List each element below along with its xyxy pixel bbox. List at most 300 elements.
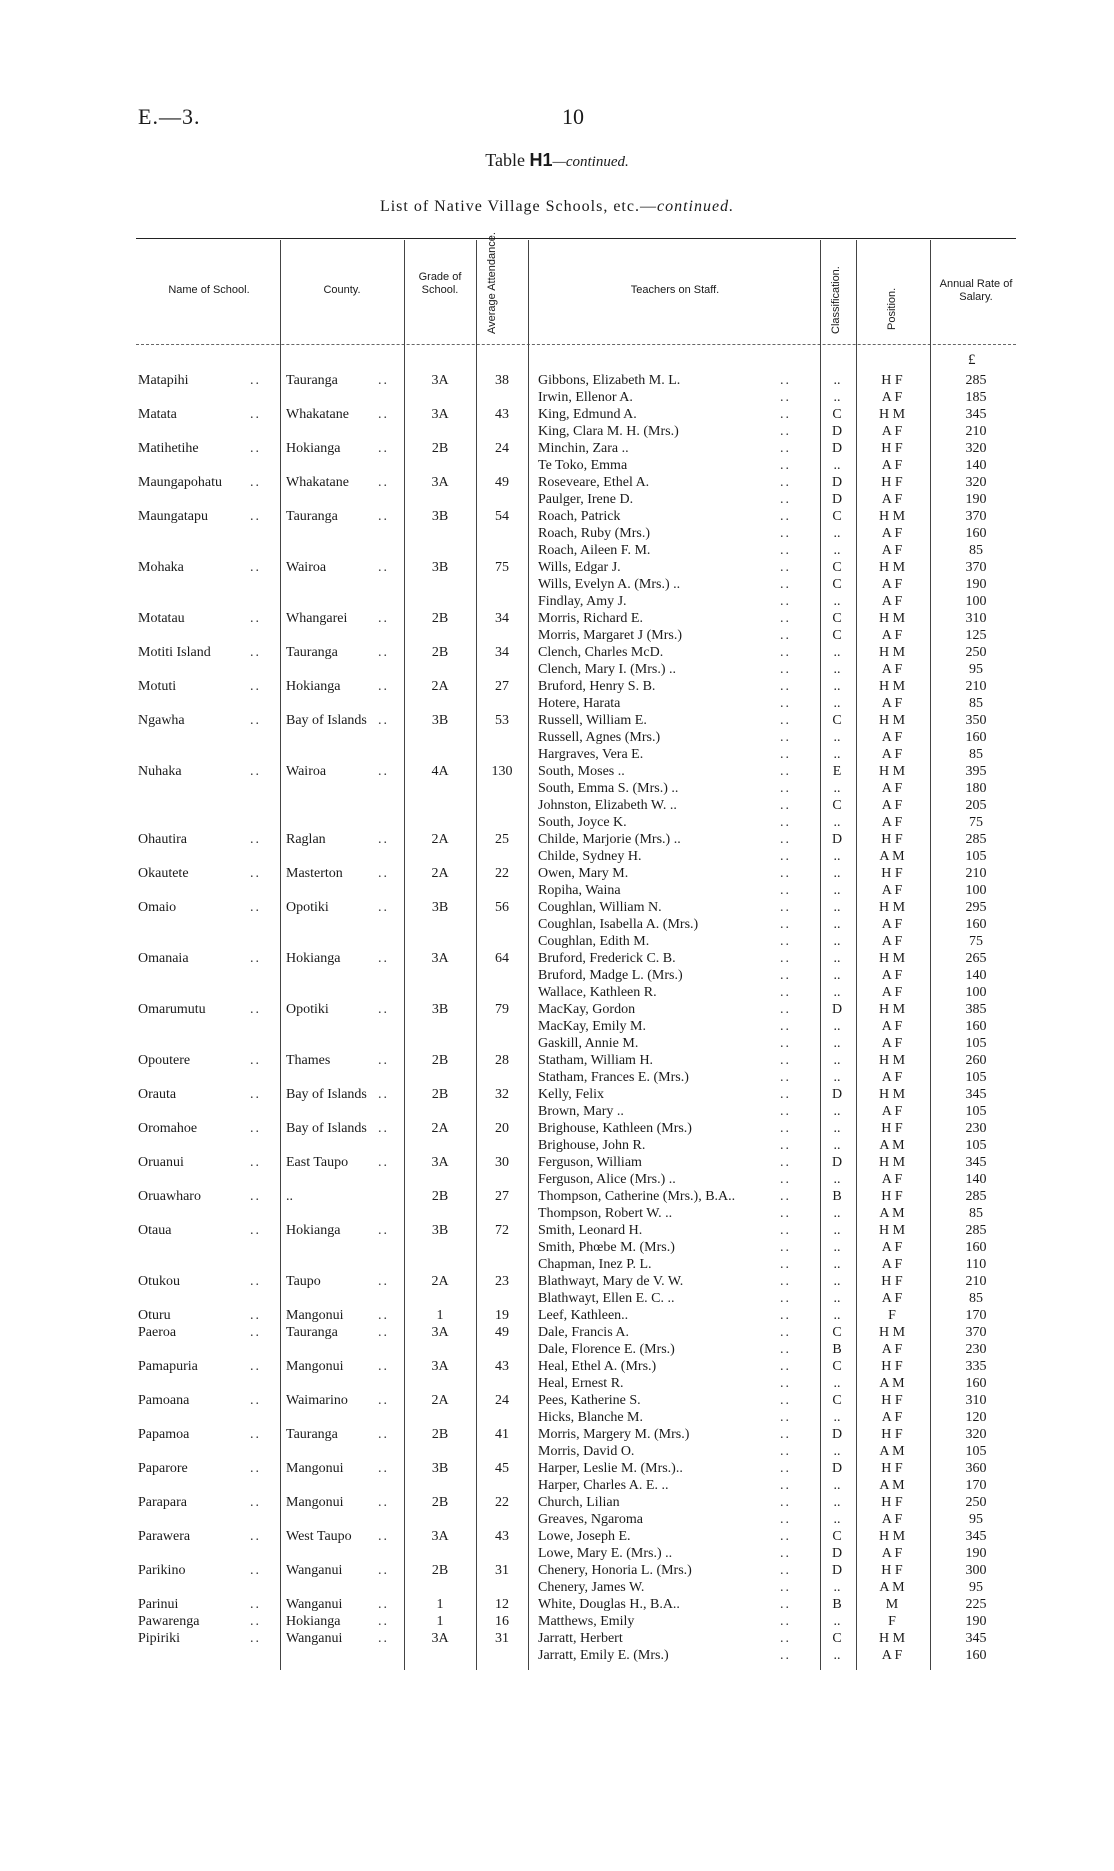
teacher-cell: Chapman, Inez P. L. [538, 1257, 652, 1272]
position-cell: A F [881, 730, 903, 745]
county-cell: Hokianga [286, 441, 341, 456]
teacher-cell: Findlay, Amy J. [538, 594, 627, 609]
leader-dots: .. [378, 1393, 389, 1408]
teacher-cell: Pees, Katherine S. [538, 1393, 641, 1408]
attendance-cell: 27 [495, 679, 509, 694]
position-cell: H M [878, 407, 906, 422]
leader-dots: .. [780, 917, 791, 932]
school-cell: Nuhaka [138, 764, 182, 779]
classification-cell: .. [833, 1223, 841, 1238]
classification-cell: .. [833, 1036, 841, 1051]
salary-cell: 180 [965, 781, 987, 796]
position-cell: H M [878, 1002, 906, 1017]
leader-dots: .. [780, 1240, 791, 1255]
salary-cell: 160 [965, 1240, 987, 1255]
salary-cell: 265 [965, 951, 987, 966]
col-head-school: Name of School. [168, 284, 250, 296]
teacher-cell: South, Joyce K. [538, 815, 627, 830]
leader-dots: .. [250, 441, 261, 456]
leader-dots: .. [780, 611, 791, 626]
grade-cell: 3A [431, 475, 449, 490]
table-title-suffix: —continued. [552, 154, 629, 170]
leader-dots: .. [378, 1359, 389, 1374]
table-row [0, 848, 1114, 865]
classification-cell: C [832, 509, 842, 524]
leader-dots: .. [780, 475, 791, 490]
classification-cell: .. [833, 1104, 841, 1119]
salary-cell: 345 [965, 1155, 987, 1170]
position-cell: A F [881, 1257, 903, 1272]
table-row [0, 967, 1114, 984]
school-cell: Paparore [138, 1461, 188, 1476]
school-cell: Maungatapu [138, 509, 208, 524]
position-cell: H M [878, 764, 906, 779]
teacher-cell: Wills, Edgar J. [538, 560, 621, 575]
classification-cell: D [831, 832, 843, 847]
teacher-cell: Brighouse, John R. [538, 1138, 646, 1153]
leader-dots: .. [780, 645, 791, 660]
leader-dots: .. [250, 764, 261, 779]
position-cell: H F [881, 441, 903, 456]
classification-cell: C [832, 628, 842, 643]
position-cell: H F [881, 866, 903, 881]
attendance-cell: 38 [495, 373, 509, 388]
classification-cell: .. [833, 390, 841, 405]
grade-cell: 2A [431, 1393, 449, 1408]
leader-dots: .. [250, 611, 261, 626]
position-cell: A M [879, 1206, 905, 1221]
teacher-cell: Greaves, Ngaroma [538, 1512, 643, 1527]
attendance-cell: 43 [495, 407, 509, 422]
salary-cell: 160 [965, 1648, 987, 1663]
leader-dots: .. [780, 1308, 791, 1323]
position-cell: H M [878, 560, 906, 575]
teacher-cell: Clench, Mary I. (Mrs.) .. [538, 662, 677, 677]
salary-cell: 285 [965, 373, 987, 388]
county-cell: Taupo [286, 1274, 321, 1289]
attendance-cell: 30 [495, 1155, 509, 1170]
leader-dots: .. [780, 1461, 791, 1476]
classification-cell: .. [833, 866, 841, 881]
teacher-cell: Dale, Francis A. [538, 1325, 629, 1340]
table-row [0, 610, 1114, 627]
salary-cell: 260 [965, 1053, 987, 1068]
leader-dots: .. [780, 1563, 791, 1578]
grade-cell: 2B [431, 1563, 449, 1578]
salary-cell: 140 [965, 1172, 987, 1187]
teacher-cell: Roseveare, Ethel A. [538, 475, 650, 490]
table-row [0, 899, 1114, 916]
classification-cell: .. [833, 934, 841, 949]
classification-cell: .. [833, 1172, 841, 1187]
grade-cell: 1 [436, 1614, 444, 1629]
leader-dots: .. [780, 747, 791, 762]
grade-cell: 3B [431, 1223, 449, 1238]
teacher-cell: Clench, Charles McD. [538, 645, 664, 660]
classification-cell: .. [833, 1478, 841, 1493]
salary-cell: 105 [965, 1138, 987, 1153]
table-subtitle [0, 198, 1114, 216]
classification-cell: .. [833, 1257, 841, 1272]
salary-cell: 100 [965, 985, 987, 1000]
table-row [0, 1120, 1114, 1137]
table-title-label: H1 [529, 150, 553, 170]
grade-cell: 2B [431, 611, 449, 626]
salary-cell: 395 [965, 764, 987, 779]
school-cell: Maungapohatu [138, 475, 222, 490]
leader-dots: .. [780, 1206, 791, 1221]
teacher-cell: Kelly, Felix [538, 1087, 604, 1102]
position-cell: A M [879, 1444, 905, 1459]
leader-dots: .. [780, 458, 791, 473]
table-top-rule [136, 238, 1016, 239]
table-row [0, 1239, 1114, 1256]
county-cell: Tauranga [286, 373, 338, 388]
leader-dots: .. [780, 1444, 791, 1459]
classification-cell: D [831, 1427, 843, 1442]
table-row [0, 508, 1114, 525]
attendance-cell: 43 [495, 1529, 509, 1544]
position-cell: H M [878, 611, 906, 626]
table-row [0, 542, 1114, 559]
grade-cell: 2B [431, 441, 449, 456]
salary-cell: 95 [969, 662, 983, 677]
table-row [0, 1035, 1114, 1052]
teacher-cell: Coughlan, Edith M. [538, 934, 650, 949]
county-cell: Tauranga [286, 1325, 338, 1340]
classification-cell: .. [833, 1121, 841, 1136]
leader-dots: .. [780, 713, 791, 728]
salary-cell: 230 [965, 1342, 987, 1357]
teacher-cell: Owen, Mary M. [538, 866, 629, 881]
position-cell: H M [878, 645, 906, 660]
header-bottom-rule [136, 344, 1016, 345]
leader-dots: .. [250, 373, 261, 388]
teacher-cell: Harper, Leslie M. (Mrs.).. [538, 1461, 683, 1476]
leader-dots: .. [378, 509, 389, 524]
school-cell: Motatau [138, 611, 185, 626]
table-row [0, 1426, 1114, 1443]
table-row [0, 525, 1114, 542]
leader-dots: .. [780, 951, 791, 966]
table-row [0, 814, 1114, 831]
teacher-cell: Smith, Leonard H. [538, 1223, 643, 1238]
classification-cell: C [832, 1359, 842, 1374]
leader-dots: .. [780, 628, 791, 643]
teacher-cell: Hargraves, Vera E. [538, 747, 644, 762]
grade-cell: 2B [431, 1053, 449, 1068]
teacher-cell: Gibbons, Elizabeth M. L. [538, 373, 681, 388]
leader-dots: .. [780, 1138, 791, 1153]
position-cell: H F [881, 1121, 903, 1136]
leader-dots: .. [780, 730, 791, 745]
currency-symbol: £ [968, 352, 976, 368]
salary-cell: 300 [965, 1563, 987, 1578]
document-code: E.—3. [138, 104, 201, 129]
table-row [0, 1154, 1114, 1171]
classification-cell: D [831, 1546, 843, 1561]
salary-cell: 320 [965, 1427, 987, 1442]
school-cell: Pawarenga [138, 1614, 200, 1629]
teacher-cell: Heal, Ernest R. [538, 1376, 624, 1391]
teacher-cell: Hotere, Harata [538, 696, 621, 711]
table-row [0, 882, 1114, 899]
leader-dots: .. [378, 611, 389, 626]
grade-cell: 3A [431, 1529, 449, 1544]
table-row [0, 1086, 1114, 1103]
teacher-cell: Irwin, Ellenor A. [538, 390, 633, 405]
salary-cell: 170 [965, 1308, 987, 1323]
leader-dots: .. [250, 1223, 261, 1238]
leader-dots: .. [378, 1325, 389, 1340]
county-cell: Bay of Islands [286, 1087, 367, 1102]
classification-cell: .. [833, 662, 841, 677]
table-row [0, 1443, 1114, 1460]
teacher-cell: Childe, Marjorie (Mrs.) .. [538, 832, 681, 847]
leader-dots: .. [378, 1274, 389, 1289]
county-cell: Whakatane [286, 475, 349, 490]
table-row [0, 389, 1114, 406]
school-cell: Okautete [138, 866, 189, 881]
attendance-cell: 12 [495, 1597, 509, 1612]
table-row [0, 797, 1114, 814]
position-cell: H M [878, 951, 906, 966]
salary-cell: 320 [965, 441, 987, 456]
position-cell: A F [881, 934, 903, 949]
classification-cell: .. [833, 883, 841, 898]
position-cell: A F [881, 1104, 903, 1119]
teacher-cell: Thompson, Robert W. .. [538, 1206, 673, 1221]
salary-cell: 345 [965, 407, 987, 422]
classification-cell: D [831, 424, 843, 439]
leader-dots: .. [780, 1427, 791, 1442]
leader-dots: .. [250, 1121, 261, 1136]
leader-dots: .. [378, 764, 389, 779]
leader-dots: .. [780, 1291, 791, 1306]
classification-cell: D [831, 1563, 843, 1578]
teacher-cell: MacKay, Emily M. [538, 1019, 646, 1034]
attendance-cell: 41 [495, 1427, 509, 1442]
teacher-cell: Morris, David O. [538, 1444, 635, 1459]
leader-dots: .. [780, 968, 791, 983]
attendance-cell: 24 [495, 441, 509, 456]
position-cell: H F [881, 832, 903, 847]
leader-dots: .. [250, 1563, 261, 1578]
school-cell: Oromahoe [138, 1121, 198, 1136]
teacher-cell: King, Edmund A. [538, 407, 637, 422]
salary-cell: 110 [965, 1257, 987, 1272]
teacher-cell: Morris, Richard E. [538, 611, 643, 626]
salary-cell: 100 [965, 883, 987, 898]
position-cell: A F [881, 781, 903, 796]
county-cell: .. [286, 1189, 293, 1204]
teacher-cell: Johnston, Elizabeth W. .. [538, 798, 677, 813]
grade-cell: 3A [431, 1325, 449, 1340]
table-row [0, 1613, 1114, 1630]
leader-dots: .. [378, 1563, 389, 1578]
table-row [0, 916, 1114, 933]
classification-cell: .. [833, 951, 841, 966]
leader-dots: .. [780, 1359, 791, 1374]
teacher-cell: Harper, Charles A. E. .. [538, 1478, 669, 1493]
leader-dots: .. [780, 1410, 791, 1425]
leader-dots: .. [378, 832, 389, 847]
attendance-cell: 23 [495, 1274, 509, 1289]
teacher-cell: Wallace, Kathleen R. [538, 985, 657, 1000]
leader-dots: .. [378, 407, 389, 422]
attendance-cell: 22 [495, 866, 509, 881]
school-cell: Motiti Island [138, 645, 211, 660]
attendance-cell: 49 [495, 1325, 509, 1340]
grade-cell: 3A [431, 373, 449, 388]
leader-dots: .. [378, 1121, 389, 1136]
salary-cell: 210 [965, 866, 987, 881]
classification-cell: .. [833, 645, 841, 660]
table-body [0, 372, 1114, 1664]
leader-dots: .. [250, 1308, 261, 1323]
teacher-cell: Brown, Mary .. [538, 1104, 624, 1119]
teacher-cell: Thompson, Catherine (Mrs.), B.A.. [538, 1189, 736, 1204]
leader-dots: .. [250, 1053, 261, 1068]
attendance-cell: 75 [495, 560, 509, 575]
salary-cell: 75 [969, 934, 983, 949]
col-head-attendance: Average Attendance. [486, 232, 498, 334]
leader-dots: .. [250, 475, 261, 490]
classification-cell: .. [833, 1070, 841, 1085]
position-cell: A F [881, 526, 903, 541]
classification-cell: C [832, 1325, 842, 1340]
county-cell: Raglan [286, 832, 326, 847]
classification-cell: .. [833, 1512, 841, 1527]
leader-dots: .. [378, 1155, 389, 1170]
leader-dots: .. [378, 1002, 389, 1017]
table-row [0, 1137, 1114, 1154]
salary-cell: 335 [965, 1359, 987, 1374]
attendance-cell: 72 [495, 1223, 509, 1238]
table-row [0, 1001, 1114, 1018]
position-cell: H F [881, 1495, 903, 1510]
leader-dots: .. [780, 594, 791, 609]
teacher-cell: Statham, William H. [538, 1053, 654, 1068]
table-row [0, 950, 1114, 967]
leader-dots: .. [780, 934, 791, 949]
leader-dots: .. [780, 1274, 791, 1289]
school-cell: Matata [138, 407, 177, 422]
salary-cell: 210 [965, 424, 987, 439]
classification-cell: C [832, 611, 842, 626]
position-cell: H M [878, 713, 906, 728]
salary-cell: 160 [965, 526, 987, 541]
county-cell: West Taupo [286, 1529, 352, 1544]
county-cell: East Taupo [286, 1155, 349, 1170]
leader-dots: .. [780, 883, 791, 898]
classification-cell: C [832, 577, 842, 592]
table-row [0, 1222, 1114, 1239]
table-row [0, 678, 1114, 695]
leader-dots: .. [780, 1495, 791, 1510]
leader-dots: .. [378, 1053, 389, 1068]
salary-cell: 95 [969, 1512, 983, 1527]
classification-cell: .. [833, 1648, 841, 1663]
position-cell: A F [881, 577, 903, 592]
leader-dots: .. [780, 1189, 791, 1204]
salary-cell: 160 [965, 1019, 987, 1034]
salary-cell: 285 [965, 1223, 987, 1238]
salary-cell: 345 [965, 1631, 987, 1646]
leader-dots: .. [780, 492, 791, 507]
salary-cell: 85 [969, 747, 983, 762]
leader-dots: .. [780, 390, 791, 405]
salary-cell: 345 [965, 1529, 987, 1544]
leader-dots: .. [250, 900, 261, 915]
salary-cell: 385 [965, 1002, 987, 1017]
table-row [0, 661, 1114, 678]
teacher-cell: MacKay, Gordon [538, 1002, 636, 1017]
teacher-cell: Roach, Aileen F. M. [538, 543, 651, 558]
classification-cell: D [831, 475, 843, 490]
leader-dots: .. [780, 577, 791, 592]
teacher-cell: Blathwayt, Ellen E. C. .. [538, 1291, 675, 1306]
county-cell: Tauranga [286, 1427, 338, 1442]
classification-cell: .. [833, 1240, 841, 1255]
classification-cell: .. [833, 815, 841, 830]
county-cell: Thames [286, 1053, 331, 1068]
position-cell: H F [881, 1393, 903, 1408]
leader-dots: .. [780, 1580, 791, 1595]
leader-dots: .. [780, 543, 791, 558]
leader-dots: .. [378, 1427, 389, 1442]
teacher-cell: Coughlan, Isabella A. (Mrs.) [538, 917, 699, 932]
salary-cell: 85 [969, 1206, 983, 1221]
table-row [0, 406, 1114, 423]
grade-cell: 2B [431, 1087, 449, 1102]
leader-dots: .. [250, 1393, 261, 1408]
teacher-cell: King, Clara M. H. (Mrs.) [538, 424, 679, 439]
position-cell: A M [879, 1138, 905, 1153]
table-row [0, 1647, 1114, 1664]
table-row [0, 1630, 1114, 1647]
teacher-cell: Morris, Margery M. (Mrs.) [538, 1427, 690, 1442]
school-cell: Oruawharo [138, 1189, 201, 1204]
salary-cell: 370 [965, 509, 987, 524]
table-subtitle-suffix: continued. [656, 198, 735, 215]
classification-cell: .. [833, 1138, 841, 1153]
leader-dots: .. [250, 407, 261, 422]
table-row [0, 695, 1114, 712]
classification-cell: .. [833, 985, 841, 1000]
attendance-cell: 64 [495, 951, 509, 966]
leader-dots: .. [780, 1257, 791, 1272]
classification-cell: .. [833, 696, 841, 711]
attendance-cell: 25 [495, 832, 509, 847]
classification-cell: C [832, 560, 842, 575]
table-row [0, 984, 1114, 1001]
school-cell: Papamoa [138, 1427, 190, 1442]
position-cell: H F [881, 1359, 903, 1374]
leader-dots: .. [378, 951, 389, 966]
teacher-cell: Chenery, Honoria L. (Mrs.) [538, 1563, 692, 1578]
table-row [0, 1494, 1114, 1511]
teacher-cell: Russell, Agnes (Mrs.) [538, 730, 661, 745]
salary-cell: 95 [969, 1580, 983, 1595]
grade-cell: 2A [431, 679, 449, 694]
leader-dots: .. [780, 1478, 791, 1493]
attendance-cell: 79 [495, 1002, 509, 1017]
attendance-cell: 31 [495, 1563, 509, 1578]
leader-dots: .. [780, 441, 791, 456]
school-cell: Matihetihe [138, 441, 199, 456]
teacher-cell: Jarratt, Emily E. (Mrs.) [538, 1648, 669, 1663]
